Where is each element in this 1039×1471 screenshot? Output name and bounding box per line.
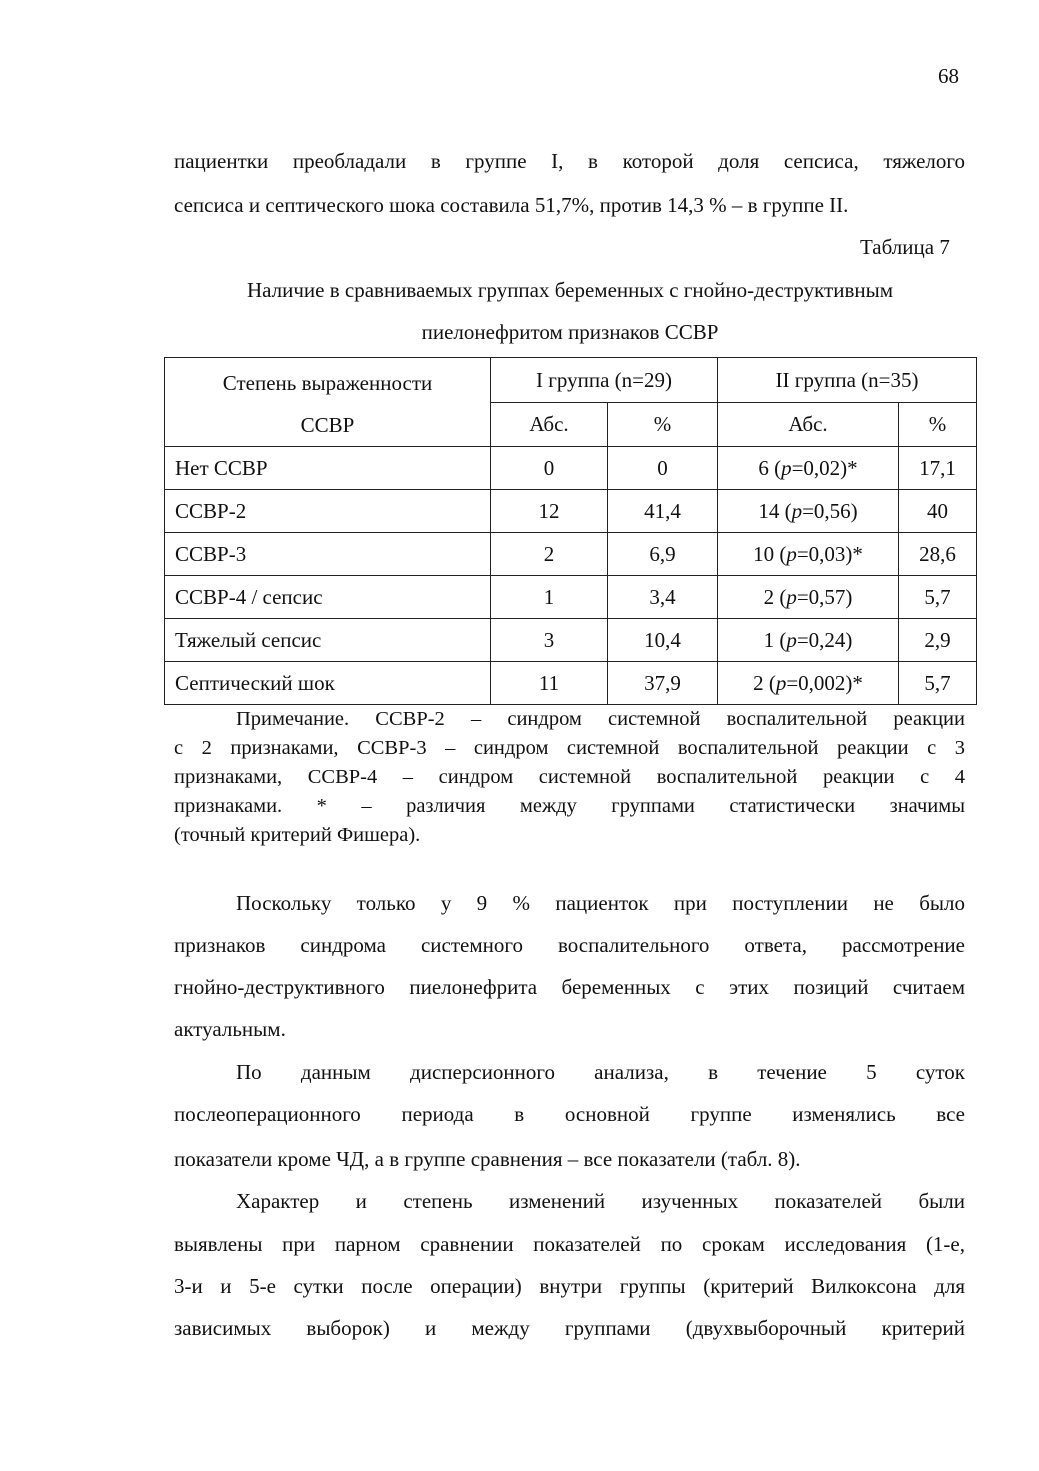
- note-line-3: признаками, ССВР-4 – синдром системной воспалительной реакции с 4: [174, 766, 965, 788]
- cell-g1-pct: 6,9: [608, 533, 718, 576]
- significance-mark: *: [852, 541, 863, 566]
- ssvr-table: [164, 357, 977, 705]
- abs-value: 6: [758, 455, 769, 480]
- subheader-g2-pct: %: [899, 403, 977, 447]
- cell-g1-pct: 3,4: [608, 576, 718, 619]
- table-row: [165, 576, 977, 619]
- cell-g1-pct: 37,9: [608, 662, 718, 705]
- table-row: [165, 533, 977, 576]
- note-line-1: Примечание. ССВР-2 – синдром системной воспалительной реакции: [236, 708, 965, 730]
- paragraph-3-line-1: Характер и степень изменений изученных показателей были: [236, 1189, 965, 1213]
- abs-value: 10: [753, 541, 775, 566]
- row-label: Тяжелый сепсис: [165, 619, 491, 662]
- subheader-g2-abs: Абс.: [718, 403, 899, 447]
- subheader-g1-abs: Абс.: [491, 403, 608, 447]
- paragraph-1-line-1: Поскольку только у 9 % пациенток при поступлении не было: [236, 891, 965, 915]
- cell-g2-pct: 40: [899, 490, 977, 533]
- header-group-2: II группа (n=35): [718, 358, 977, 403]
- table-row: [165, 490, 977, 533]
- p-value: 0,56: [813, 498, 851, 523]
- p-value: 0,03: [808, 541, 846, 566]
- paragraph-3-line-4: зависимых выборок) и между группами (двухвыборочный критерий: [174, 1316, 965, 1340]
- note-line-2: с 2 признаками, ССВР-3 – синдром системной воспалительной реакции с 3: [174, 737, 965, 759]
- cell-g1-pct: 10,4: [608, 619, 718, 662]
- cell-g1-abs: 1: [491, 576, 608, 619]
- paragraph-2-line-1: По данным дисперсионного анализа, в течение 5 суток: [236, 1060, 965, 1084]
- table-header-row: [165, 358, 977, 403]
- table-row: [165, 447, 977, 490]
- cell-g1-abs: 2: [491, 533, 608, 576]
- paragraph-3-line-2: выявлены при парном сравнении показателей по срокам исследования (1-е,: [174, 1232, 965, 1256]
- header-group-1: I группа (n=29): [491, 358, 718, 403]
- p-value: 0,002: [798, 670, 846, 695]
- header-severity-line-2: ССВР: [300, 413, 355, 437]
- row-label: Септический шок: [165, 662, 491, 705]
- table-caption-line-2: пиелонефритом признаков ССВР: [421, 320, 719, 344]
- page-number: 68: [938, 64, 959, 88]
- cell-g2-pct: 5,7: [899, 662, 977, 705]
- paragraph-2-line-3: показатели кроме ЧД, а в группе сравнения – все показатели (табл. 8).: [174, 1147, 801, 1171]
- intro-line-1: пациентки преобладали в группе I, в которой доля сепсиса, тяжелого: [174, 149, 965, 173]
- significance-mark: *: [852, 670, 863, 695]
- note-line-5: (точный критерий Фишера).: [174, 824, 421, 846]
- row-label: ССВР-2: [165, 490, 491, 533]
- abs-value: 2: [763, 584, 775, 609]
- table-row: [165, 662, 977, 705]
- intro-line-2: сепсиса и септического шока составила 51,7%, против 14,3 % – в группе II.: [174, 193, 849, 217]
- note-line-4: признаками. * – различия между группами статистически значимы: [174, 795, 965, 817]
- header-severity: [165, 358, 491, 447]
- cell-g1-pct: 41,4: [608, 490, 718, 533]
- abs-value: 14: [758, 498, 780, 523]
- significance-mark: *: [847, 455, 858, 480]
- table-row: [165, 619, 977, 662]
- paragraph-1-line-2: признаков синдрома системного воспалительного ответа, рассмотрение: [174, 933, 965, 957]
- p-value: 0,57: [808, 584, 846, 609]
- paragraph-1-line-4: актуальным.: [174, 1017, 286, 1041]
- table-note: [174, 705, 965, 850]
- p-value: 0,02: [803, 455, 841, 480]
- subheader-g1-pct: %: [608, 403, 718, 447]
- paragraph-2-line-2: послеоперационного периода в основной группе изменялись все: [174, 1102, 965, 1126]
- table-label: Таблица 7: [860, 235, 950, 259]
- cell-g2-abs: 2 (p=0,002)*: [718, 662, 899, 705]
- cell-g2-abs: 14 (p=0,56): [718, 490, 899, 533]
- cell-g2-abs: 2 (p=0,57): [718, 576, 899, 619]
- cell-g2-abs: 6 (p=0,02)*: [718, 447, 899, 490]
- p-value: 0,24: [808, 627, 846, 652]
- cell-g2-pct: 5,7: [899, 576, 977, 619]
- cell-g2-abs: 10 (p=0,03)*: [718, 533, 899, 576]
- cell-g2-pct: 2,9: [899, 619, 977, 662]
- abs-value: 2: [753, 670, 764, 695]
- cell-g1-abs: 3: [491, 619, 608, 662]
- paragraph-3-line-3: 3-и и 5-е сутки после операции) внутри группы (критерий Вилкоксона для: [174, 1274, 965, 1298]
- cell-g2-pct: 28,6: [899, 533, 977, 576]
- cell-g1-abs: 11: [491, 662, 608, 705]
- cell-g2-pct: 17,1: [899, 447, 977, 490]
- paragraph-1-line-3: гнойно-деструктивного пиелонефрита беременных с этих позиций считаем: [174, 975, 965, 999]
- cell-g1-pct: 0: [608, 447, 718, 490]
- row-label: Нет ССВР: [165, 447, 491, 490]
- table-caption-line-1: Наличие в сравниваемых группах беременных с гнойно-деструктивным: [246, 278, 894, 302]
- row-label: ССВР-4 / сепсис: [165, 576, 491, 619]
- row-label: ССВР-3: [165, 533, 491, 576]
- cell-g1-abs: 0: [491, 447, 608, 490]
- abs-value: 1: [763, 627, 775, 652]
- cell-g1-abs: 12: [491, 490, 608, 533]
- cell-g2-abs: 1 (p=0,24): [718, 619, 899, 662]
- header-severity-line-1: Степень выраженности: [222, 371, 433, 395]
